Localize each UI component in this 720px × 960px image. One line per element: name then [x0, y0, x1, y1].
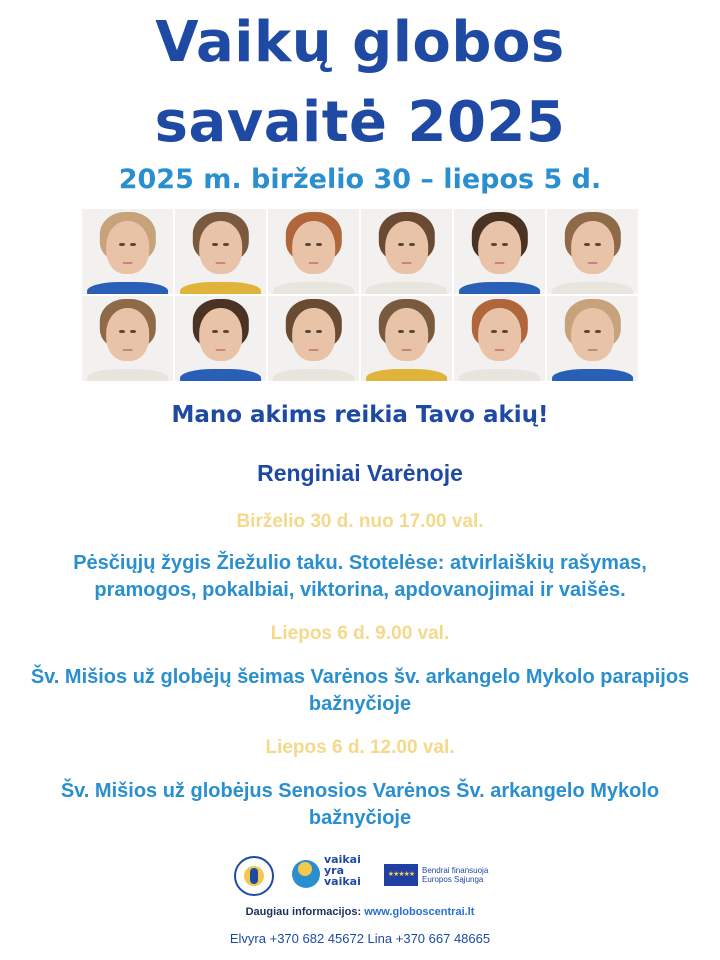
- event-1-date: Birželio 30 d. nuo 17.00 val.: [236, 511, 484, 532]
- eu-flag-icon: ★★★★★: [384, 864, 418, 886]
- events-heading: Renginiai Varėnoje: [257, 460, 463, 486]
- child-portrait: [81, 208, 174, 295]
- more-info: [0, 904, 720, 920]
- child-portrait: [360, 295, 453, 382]
- page-title-line1: Vaikų globos: [155, 10, 565, 75]
- event-2-description: Šv. Mišios už globėjų šeimas Varėnos šv. arkangelo Mykolo parapijos bažnyčioje: [30, 666, 690, 715]
- event-3-description: Šv. Mišios už globėjus Senosios Varėnos Šv. arkangelo Mykolo bažnyčioje: [60, 780, 660, 829]
- eu-cofunded-text: Bendrai finansuoja Europos Sąjunga: [422, 866, 489, 884]
- contacts: Elvyra +370 682 45672 Lina +370 667 48665: [229, 931, 491, 946]
- child-portrait: [267, 295, 360, 382]
- child-portrait: [174, 295, 267, 382]
- event-1-description: Pėsčiųjų žygis Žiežulio taku. Stotelėse: atvirlaiškių rašymas, pramogos, pokalbiai, viktorina, apdovanojimai ir vaišės.: [73, 552, 647, 601]
- children-photo-grid: [81, 208, 639, 382]
- vaikai-yra-vaikai-logo-text: vaikai yra vaikai: [324, 853, 361, 888]
- globos-centras-logo: [234, 856, 274, 896]
- child-portrait: [267, 208, 360, 295]
- child-portrait: [360, 208, 453, 295]
- event-3-date: Liepos 6 d. 12.00 val.: [265, 737, 455, 758]
- child-portrait: [81, 295, 174, 382]
- more-info-label: Daugiau informacijos:: [245, 906, 362, 918]
- child-portrait: [546, 208, 639, 295]
- website-link[interactable]: www.globoscentrai.lt: [364, 906, 475, 918]
- page-title-line2: savaitė 2025: [154, 90, 566, 155]
- slogan: Mano akims reikia Tavo akių!: [171, 402, 549, 428]
- child-portrait: [174, 208, 267, 295]
- partner-logos: [232, 852, 492, 898]
- event-2-date: Liepos 6 d. 9.00 val.: [270, 623, 450, 644]
- vaikai-yra-vaikai-logo-icon: [292, 860, 320, 888]
- event-dates: 2025 m. birželio 30 – liepos 5 d.: [118, 164, 602, 195]
- child-portrait: [453, 295, 546, 382]
- child-portrait: [546, 295, 639, 382]
- child-portrait: [453, 208, 546, 295]
